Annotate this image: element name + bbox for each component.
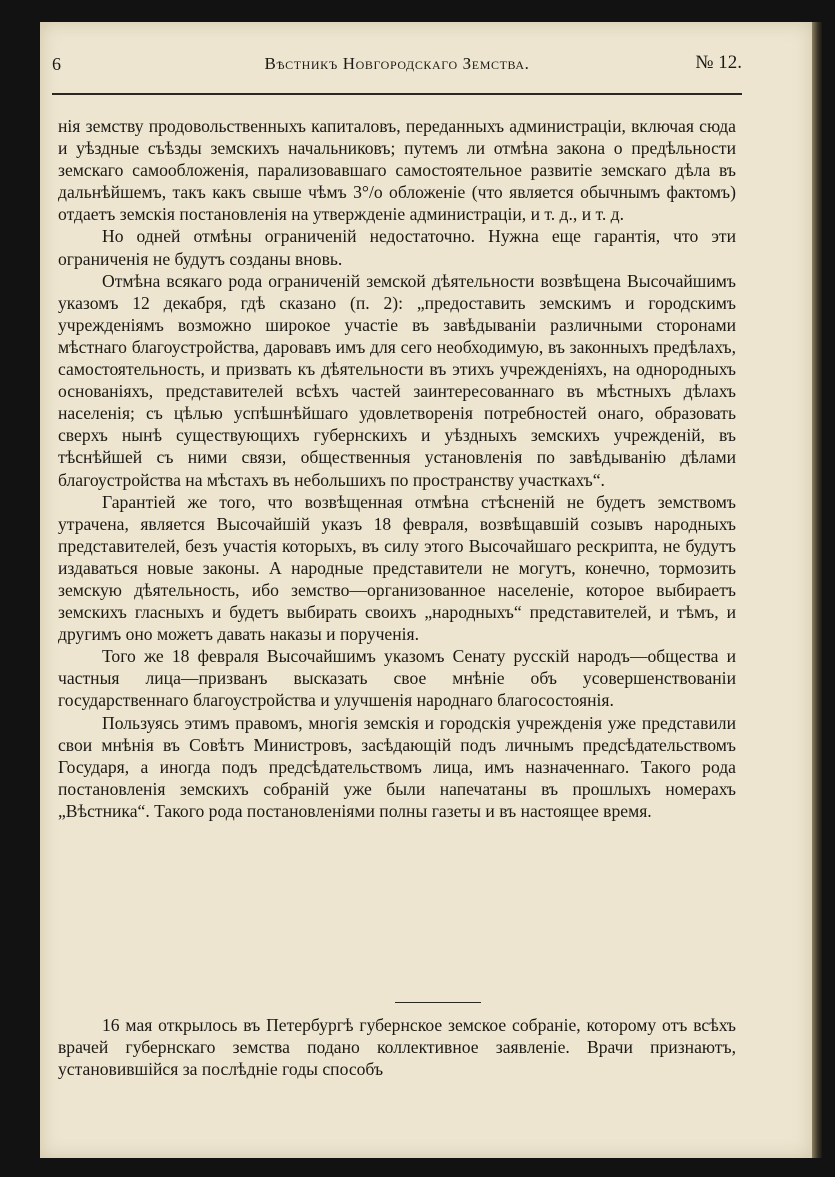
paragraph-6: Пользуясь этимъ правомъ, многія земскія и городскія учрежденія уже представили свои мнѣнія въ Совѣтъ Министровъ, засѣдающій подъ личнымъ предсѣдательствомъ Государя, а иногда подъ предсѣдательствомъ лица, имъ назначеннаго. Такого рода постановленія земскихъ собраній уже были напечатаны въ прошлыхъ номерахъ „Вѣстника“. Такого рода постановленіями полны газеты и въ настоящее время. xyxy=(58,712,736,821)
running-title: Вѣстникъ Новгородскаго Земства. xyxy=(264,54,530,73)
paragraph-3: Отмѣна всякаго рода ограниченій земской дѣятельности возвѣщена Высочайшимъ указомъ 12 декабря, гдѣ сказано (п. 2): „предоставить земскимъ и городскимъ учрежденіямъ возможно широкое участіе въ завѣдываніи различными сторонами мѣстнаго благоустройства, даровавъ имъ для сего необходимую, въ законныхъ предѣлахъ, самостоятельность, и призвать къ дѣятельности въ этихъ учрежденіяхъ, на однородныхъ основаніяхъ, представителей всѣхъ частей заинтересованнаго въ мѣстныхъ дѣлахъ населенія; съ цѣлью успѣшнѣйшаго удовлетворенія потребностей онаго, образовать сверхъ нынѣ существующихъ губернскихъ и уѣздныхъ земскихъ учрежденій, въ тѣснѣйшей съ ними связи, общественныя установленія по завѣдыванію дѣлами благоустройства на мѣстахъ въ небольшихъ по пространству участкахъ“. xyxy=(58,270,736,490)
article-body xyxy=(58,115,736,822)
paragraph-1: нія земству продовольственныхъ капиталовъ, переданныхъ администраціи, включая сюда и уѣздные съѣзды земскихъ начальниковъ; путемъ ли отмѣна закона о предѣльности земскаго самообложенія, парализовавшаго самостоятельное развитіе земскаго дѣла въ дальнѣйшемъ, такъ какъ свыше чѣмъ 3°/о обложеніе (что является обычнымъ фактомъ) отдаетъ земскія постановленія на утвержденіе администраціи, и т. д., и т. д. xyxy=(58,116,736,225)
issue-number: № 12. xyxy=(695,52,742,73)
paragraph-5: Того же 18 февраля Высочайшимъ указомъ Сенату русскій народъ—общества и частныя лица—призванъ высказать свое мнѣніе объ усовершенствованіи государственнаго благоустройства и улучшенія народнаго благосостоянія. xyxy=(58,646,736,711)
next-article xyxy=(58,1014,736,1080)
page-header xyxy=(52,52,742,80)
paragraph-2: Но одней отмѣны ограниченій недостаточно. Нужна еще гарантія, что эти ограниченія не будутъ созданы вновь. xyxy=(58,226,736,269)
paragraph-4: Гарантіей же того, что возвѣщенная отмѣна стѣсненій не будетъ земствомъ утрачена, является Высочайшій указъ 18 февраля, возвѣщавшій созывъ народныхъ представителей, безъ участія которыхъ, въ силу этого Высочайшаго рескрипта, не будутъ издаваться новые законы. А народные представители не могутъ, конечно, тормозить земскую дѣятельность, ибо земство—организованное населеніе, которое выбираетъ земскихъ гласныхъ и будетъ выбирать своихъ „народныхъ“ представителей, и тѣмъ, и другимъ оно можетъ давать наказы и порученія. xyxy=(58,491,736,645)
paragraph-7: 16 мая открылось въ Петербургѣ губернское земское собраніе, которому отъ всѣхъ врачей губернскаго земства подано коллективное заявленіе. Врачи признаютъ, установившійся за послѣдніе годы способъ xyxy=(58,1015,736,1080)
page-number: 6 xyxy=(52,54,61,74)
section-separator xyxy=(395,1002,481,1003)
page-edge xyxy=(812,22,822,1158)
header-rule xyxy=(52,93,742,95)
